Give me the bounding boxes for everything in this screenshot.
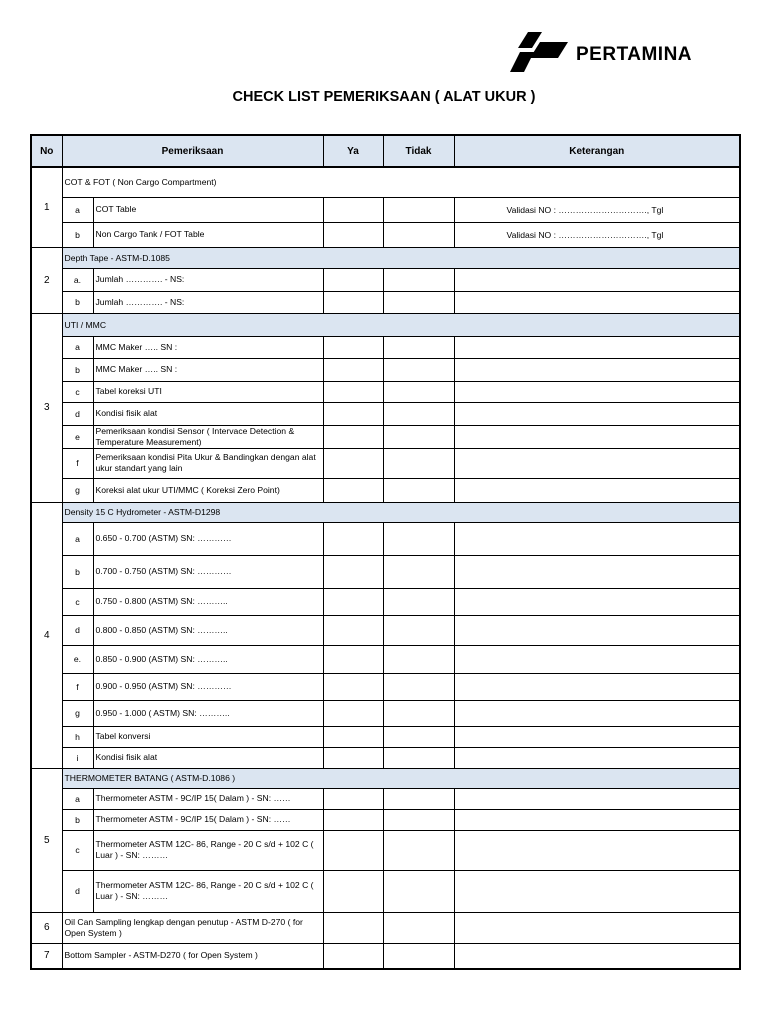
row-item-text: Thermometer ASTM - 9C/IP 15( Dalam ) - SN: …… (93, 809, 323, 830)
yes-cell[interactable] (323, 588, 383, 615)
remarks-cell[interactable] (454, 943, 740, 969)
remarks-cell[interactable]: Validasi NO : …………………………., Tgl (454, 197, 740, 222)
yes-cell[interactable] (323, 358, 383, 381)
yes-cell[interactable] (323, 402, 383, 425)
row-item-text: Tabel konversi (93, 726, 323, 747)
yes-cell[interactable] (323, 268, 383, 291)
remarks-cell[interactable] (454, 588, 740, 615)
no-cell[interactable] (383, 788, 454, 809)
table-row (31, 478, 740, 502)
no-cell[interactable] (383, 522, 454, 555)
no-cell[interactable] (383, 615, 454, 645)
remarks-cell[interactable] (454, 448, 740, 478)
section-number: 2 (31, 247, 62, 313)
yes-cell[interactable] (323, 222, 383, 247)
section-title-row (31, 247, 740, 268)
yes-cell[interactable] (323, 912, 383, 943)
section-number: 3 (31, 313, 62, 502)
table-row (31, 809, 740, 830)
table-row (31, 588, 740, 615)
table-row (31, 222, 740, 247)
no-cell[interactable] (383, 830, 454, 870)
yes-cell[interactable] (323, 830, 383, 870)
header-no-col: Tidak (383, 135, 454, 167)
row-letter: h (62, 726, 93, 747)
row-item-text: 0.800 - 0.850 (ASTM) SN: ……….. (93, 615, 323, 645)
page-title: CHECK LIST PEMERIKSAAN ( ALAT UKUR ) (232, 89, 536, 105)
row-item-text: MMC Maker ….. SN : (93, 336, 323, 358)
remarks-cell[interactable] (454, 747, 740, 768)
no-cell[interactable] (383, 425, 454, 448)
table-row (31, 726, 740, 747)
no-cell[interactable] (383, 197, 454, 222)
section-title-row (31, 167, 740, 197)
no-cell[interactable] (383, 645, 454, 673)
section-number: 4 (31, 502, 62, 768)
row-item-text: 0.750 - 0.800 (ASTM) SN: ……….. (93, 588, 323, 615)
no-cell[interactable] (383, 478, 454, 502)
row-letter: g (62, 478, 93, 502)
yes-cell[interactable] (323, 645, 383, 673)
table-row (31, 197, 740, 222)
pertamina-logo-icon (506, 28, 570, 74)
section-title-row (31, 943, 740, 969)
remarks-cell[interactable] (454, 788, 740, 809)
row-item-text: Thermometer ASTM 12C- 86, Range - 20 C s/d + 102 C ( Luar ) - SN: ……… (93, 830, 323, 870)
yes-cell[interactable] (323, 700, 383, 726)
yes-cell[interactable] (323, 448, 383, 478)
section-title: COT & FOT ( Non Cargo Compartment) (62, 167, 740, 197)
row-letter: a. (62, 268, 93, 291)
table-row (31, 358, 740, 381)
row-letter: c (62, 381, 93, 402)
yes-cell[interactable] (323, 870, 383, 912)
remarks-cell[interactable] (454, 425, 740, 448)
table-row (31, 336, 740, 358)
section-title: Density 15 C Hydrometer - ASTM-D1298 (62, 502, 740, 522)
section-number: 7 (31, 943, 62, 969)
no-cell[interactable] (383, 747, 454, 768)
remarks-cell[interactable] (454, 268, 740, 291)
no-cell[interactable] (383, 726, 454, 747)
row-item-text: Koreksi alat ukur UTI/MMC ( Koreksi Zero Point) (93, 478, 323, 502)
remarks-cell[interactable] (454, 555, 740, 588)
row-item-text: Non Cargo Tank / FOT Table (93, 222, 323, 247)
row-letter: f (62, 673, 93, 700)
table-row (31, 555, 740, 588)
row-item-text: 0.950 - 1.000 ( ASTM) SN: ……….. (93, 700, 323, 726)
remarks-cell[interactable] (454, 381, 740, 402)
table-row (31, 268, 740, 291)
row-item-text: 0.650 - 0.700 (ASTM) SN: ………… (93, 522, 323, 555)
table-row (31, 448, 740, 478)
row-item-text: 0.850 - 0.900 (ASTM) SN: ……….. (93, 645, 323, 673)
section-number: 1 (31, 167, 62, 247)
section-number: 6 (31, 912, 62, 943)
yes-cell[interactable] (323, 673, 383, 700)
table-row (31, 673, 740, 700)
yes-cell[interactable] (323, 336, 383, 358)
table-row (31, 747, 740, 768)
row-letter: b (62, 358, 93, 381)
remarks-cell[interactable] (454, 522, 740, 555)
remarks-cell[interactable] (454, 700, 740, 726)
row-item-text: 0.700 - 0.750 (ASTM) SN: ………… (93, 555, 323, 588)
no-cell[interactable] (383, 448, 454, 478)
table-row (31, 425, 740, 448)
header-remarks: Keterangan (454, 135, 740, 167)
section-title: THERMOMETER BATANG ( ASTM-D.1086 ) (62, 768, 740, 788)
no-cell[interactable] (383, 291, 454, 313)
no-cell[interactable] (383, 336, 454, 358)
remarks-cell[interactable] (454, 336, 740, 358)
remarks-cell[interactable] (454, 726, 740, 747)
row-item-text: Jumlah …………. - NS: (93, 291, 323, 313)
no-cell[interactable] (383, 673, 454, 700)
row-letter: d (62, 615, 93, 645)
table-row (31, 788, 740, 809)
no-cell[interactable] (383, 381, 454, 402)
row-letter: g (62, 700, 93, 726)
row-item-text: Pemeriksaan kondisi Pita Ukur & Bandingkan dengan alat ukur standart yang lain (93, 448, 323, 478)
remarks-cell[interactable] (454, 673, 740, 700)
no-cell[interactable] (383, 555, 454, 588)
row-letter: b (62, 555, 93, 588)
row-letter: f (62, 448, 93, 478)
checklist-table (30, 134, 741, 970)
remarks-cell[interactable] (454, 645, 740, 673)
table-row (31, 402, 740, 425)
row-letter: c (62, 588, 93, 615)
yes-cell[interactable] (323, 291, 383, 313)
yes-cell[interactable] (323, 197, 383, 222)
table-row (31, 870, 740, 912)
table-row (31, 615, 740, 645)
no-cell[interactable] (383, 700, 454, 726)
section-title-row (31, 768, 740, 788)
remarks-cell[interactable] (454, 402, 740, 425)
row-letter: d (62, 402, 93, 425)
brand-name: PERTAMINA (576, 44, 693, 65)
remarks-cell[interactable] (454, 478, 740, 502)
section-number: 5 (31, 768, 62, 912)
section-title-row (31, 912, 740, 943)
header-no: No (31, 135, 62, 167)
yes-cell[interactable] (323, 425, 383, 448)
section-title: Depth Tape - ASTM-D.1085 (62, 247, 740, 268)
table-row (31, 381, 740, 402)
table-header-row (31, 135, 740, 167)
row-letter: a (62, 336, 93, 358)
no-cell[interactable] (383, 912, 454, 943)
row-letter: b (62, 222, 93, 247)
no-cell[interactable] (383, 870, 454, 912)
yes-cell[interactable] (323, 381, 383, 402)
table-row (31, 291, 740, 313)
remarks-cell[interactable] (454, 912, 740, 943)
row-item-text: Thermometer ASTM - 9C/IP 15( Dalam ) - SN: …… (93, 788, 323, 809)
yes-cell[interactable] (323, 788, 383, 809)
no-cell[interactable] (383, 588, 454, 615)
row-letter: a (62, 197, 93, 222)
no-cell[interactable] (383, 809, 454, 830)
yes-cell[interactable] (323, 809, 383, 830)
row-letter: i (62, 747, 93, 768)
section-title-row (31, 313, 740, 336)
yes-cell[interactable] (323, 522, 383, 555)
row-item-text: Thermometer ASTM 12C- 86, Range - 20 C s/d + 102 C ( Luar ) - SN: ……… (93, 870, 323, 912)
row-letter: c (62, 830, 93, 870)
yes-cell[interactable] (323, 747, 383, 768)
remarks-cell[interactable] (454, 870, 740, 912)
yes-cell[interactable] (323, 943, 383, 969)
table-row (31, 522, 740, 555)
header-yes: Ya (323, 135, 383, 167)
remarks-cell[interactable] (454, 809, 740, 830)
table-row (31, 700, 740, 726)
row-item-text: COT Table (93, 197, 323, 222)
header-item: Pemeriksaan (62, 135, 323, 167)
section-title-row (31, 502, 740, 522)
row-letter: d (62, 870, 93, 912)
remarks-cell[interactable] (454, 291, 740, 313)
remarks-cell[interactable] (454, 615, 740, 645)
yes-cell[interactable] (323, 615, 383, 645)
no-cell[interactable] (383, 943, 454, 969)
section-title: Bottom Sampler - ASTM-D270 ( for Open System ) (62, 943, 323, 969)
row-item-text: 0.900 - 0.950 (ASTM) SN: ………… (93, 673, 323, 700)
no-cell[interactable] (383, 358, 454, 381)
row-letter: b (62, 291, 93, 313)
row-letter: e (62, 425, 93, 448)
yes-cell[interactable] (323, 726, 383, 747)
row-item-text: MMC Maker ….. SN : (93, 358, 323, 381)
table-row (31, 645, 740, 673)
table-row (31, 830, 740, 870)
row-item-text: Tabel koreksi UTI (93, 381, 323, 402)
remarks-cell[interactable] (454, 358, 740, 381)
row-item-text: Pemeriksaan kondisi Sensor ( Intervace Detection & Temperature Measurement) (93, 425, 323, 448)
row-item-text: Jumlah …………. - NS: (93, 268, 323, 291)
row-letter: a (62, 522, 93, 555)
yes-cell[interactable] (323, 555, 383, 588)
remarks-cell[interactable]: Validasi NO : …………………………., Tgl (454, 222, 740, 247)
row-item-text: Kondisi fisik alat (93, 747, 323, 768)
pertamina-logo (506, 28, 706, 74)
no-cell[interactable] (383, 222, 454, 247)
row-letter: e. (62, 645, 93, 673)
row-item-text: Kondisi fisik alat (93, 402, 323, 425)
row-letter: b (62, 809, 93, 830)
section-title: UTI / MMC (62, 313, 740, 336)
remarks-cell[interactable] (454, 830, 740, 870)
section-title: Oil Can Sampling lengkap dengan penutup - ASTM D-270 ( for Open System ) (62, 912, 323, 943)
no-cell[interactable] (383, 268, 454, 291)
row-letter: a (62, 788, 93, 809)
no-cell[interactable] (383, 402, 454, 425)
yes-cell[interactable] (323, 478, 383, 502)
